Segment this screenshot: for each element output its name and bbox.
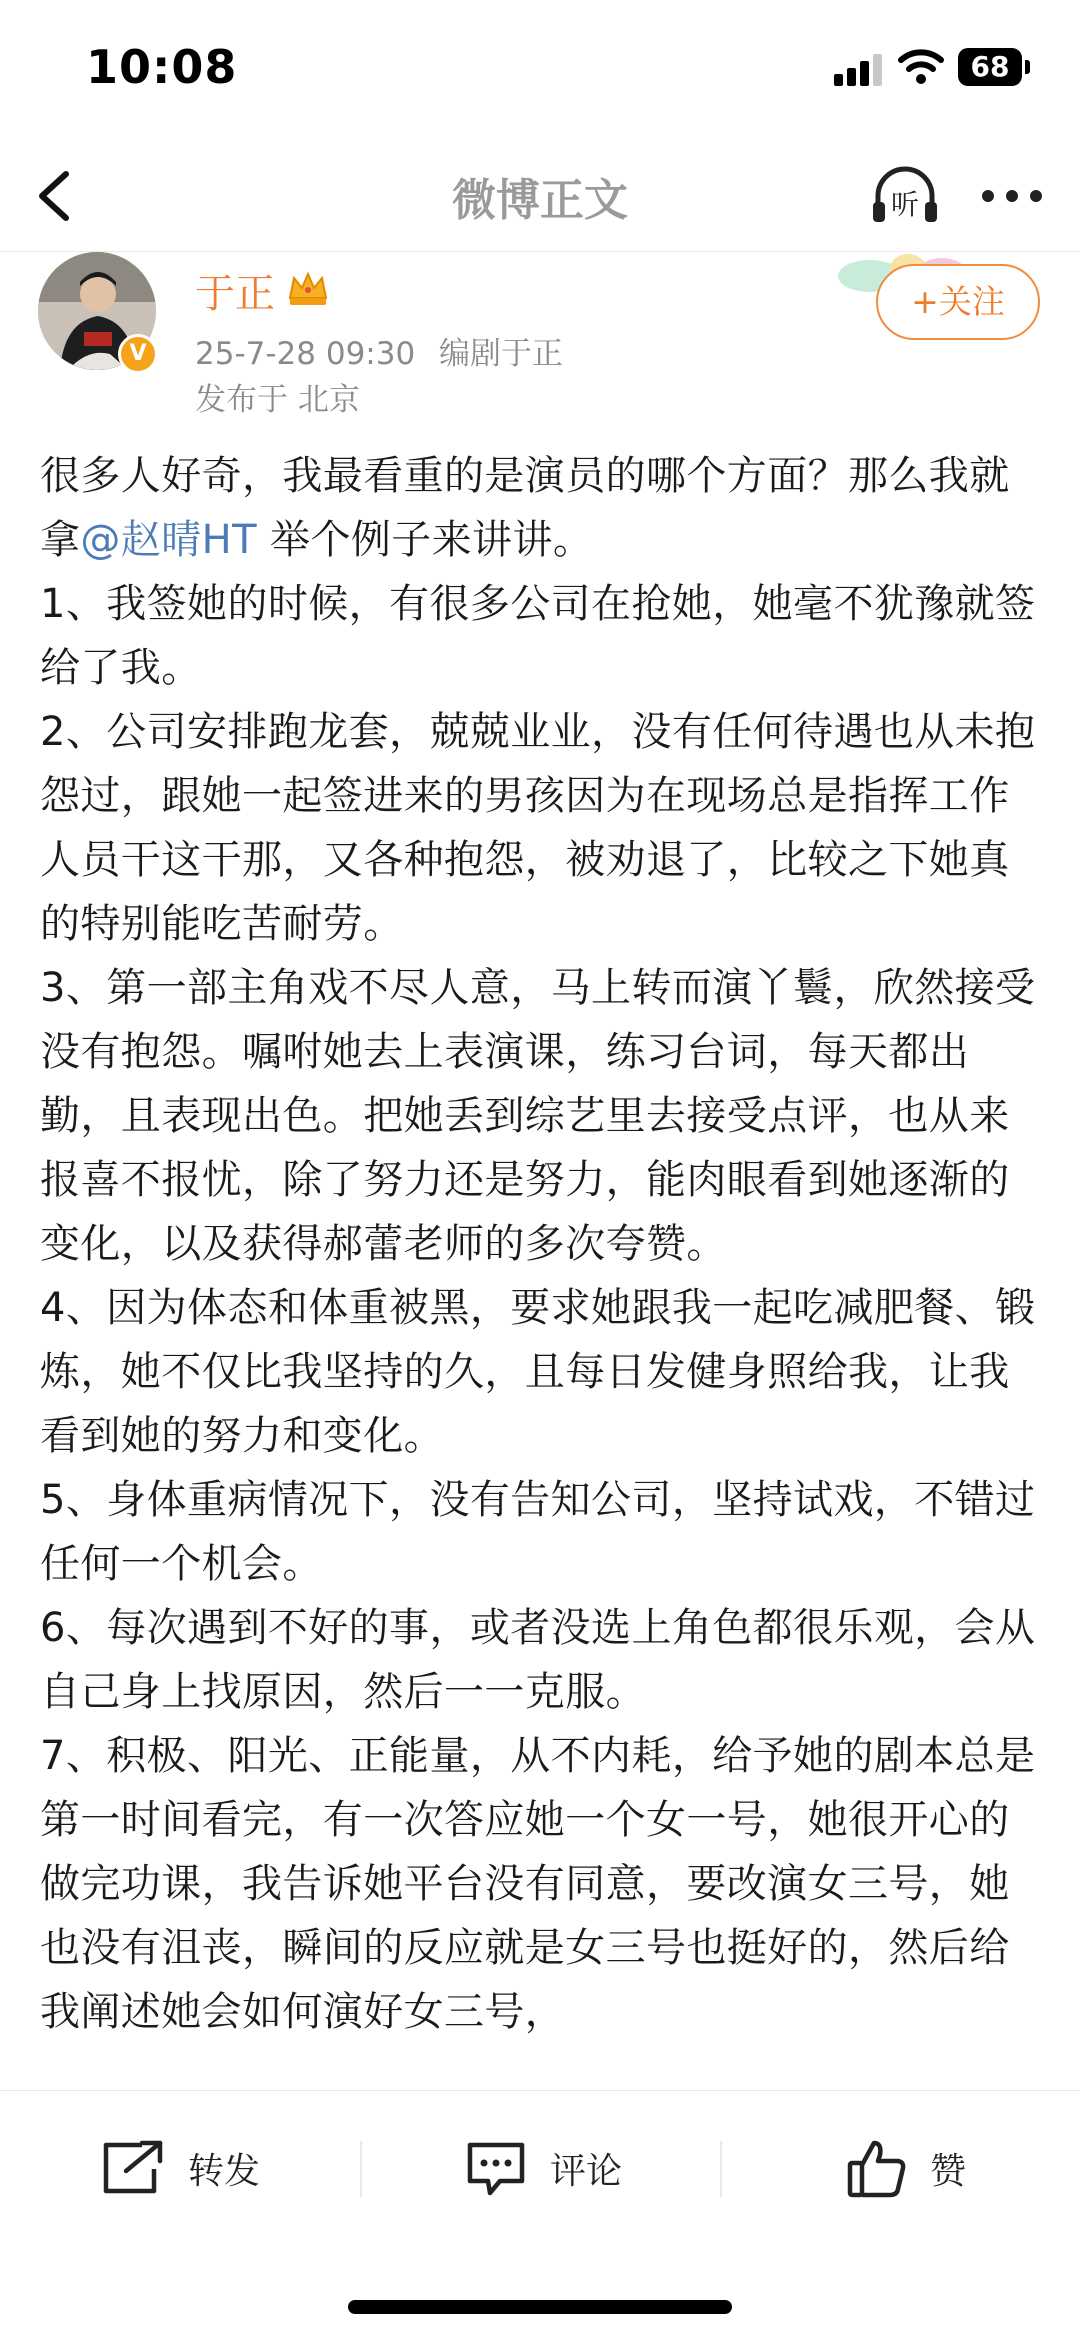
intro-text: 很多人好奇，我最看重的是演员的哪个方面？那么我就拿 [40,453,1010,563]
mention-link[interactable]: @赵晴HT [80,517,257,563]
intro-text-end: 举个例子来讲讲。 [270,517,594,563]
repost-label: 转发 [188,2150,261,2192]
battery-level: 68 [958,48,1022,86]
post-point-2: 2、公司安排跑龙套，兢兢业业，没有任何待遇也从未抱怨过，跟她一起签进来的男孩因为在现场总是指挥工作人员干这干那，又各种抱怨，被劝退了，比较之下她真的特别能吃苦耐劳。 [40,709,1036,947]
home-indicator[interactable] [348,2300,732,2314]
post-point-4: 4、因为体态和体重被黑，要求她跟我一起吃减肥餐、锻炼，她不仅比我坚持的久，且每日发健身照给我，让我看到她的努力和变化。 [40,1285,1036,1459]
more-icon[interactable] [976,164,1048,228]
verified-badge: V [118,334,158,374]
post-point-3: 3、第一部主角戏不尽人意，马上转而演丫鬟，欣然接受没有抱怨。嘱咐她去上表演课，练习台词，每天都出勤，且表现出色。把她丢到综艺里去接受点评，也从来报喜不报忧，除了努力还是努力，能肉眼看到她逐渐的变化，以及获得郝蕾老师的多次夸赞。 [40,965,1036,1267]
status-bar [0,0,1080,140]
listen-headphones-icon[interactable] [870,164,940,228]
author-name[interactable]: 于正 [195,271,275,317]
post-intro [40,444,1040,572]
page-title: 微博正文 [452,175,628,226]
listen-label: 听 [890,188,920,221]
action-bar [0,2090,1080,2245]
post-location: 发布于 北京 [195,382,360,418]
post-timestamp: 25-7-28 09:30 [195,336,416,372]
thumbs-up-icon [846,2137,908,2199]
battery-icon [958,48,1030,86]
post-point-6: 6、每次遇到不好的事，或者没选上角色都很乐观，会从自己身上找原因，然后一一克服。 [40,1605,1036,1715]
signal-icon [834,52,884,86]
comment-label: 评论 [550,2150,623,2192]
post-point-1: 1、我签她的时候，有很多公司在抢她，她毫不犹豫就签给了我。 [40,581,1036,691]
share-icon [102,2139,166,2197]
follow-button[interactable]: +关注 [876,264,1040,340]
repost-button[interactable] [102,2133,260,2203]
post-meta [195,328,563,373]
post-body [40,444,1040,2090]
comment-icon [464,2139,528,2197]
like-label: 赞 [930,2150,967,2192]
post-point-5: 5、身体重病情况下，没有告知公司，坚持试戏，不错过任何一个机会。 [40,1477,1036,1587]
like-button[interactable] [846,2133,966,2203]
comment-button[interactable] [464,2133,622,2203]
post-point-7: 7、积极、阳光、正能量，从不内耗，给予她的剧本总是第一时间看完，有一次答应她一个女一号，她很开心的做完功课，我告诉她平台没有同意，要改演女三号，她也没有沮丧，瞬间的反应就是女三号也挺好的，然后给我阐述她会如何演好女三号， [40,1733,1036,2035]
crown-icon [286,268,330,308]
nav-bar [0,140,1080,252]
status-time: 10:08 [86,40,238,94]
wifi-icon [898,46,944,86]
post-source: 编剧于正 [439,336,564,372]
